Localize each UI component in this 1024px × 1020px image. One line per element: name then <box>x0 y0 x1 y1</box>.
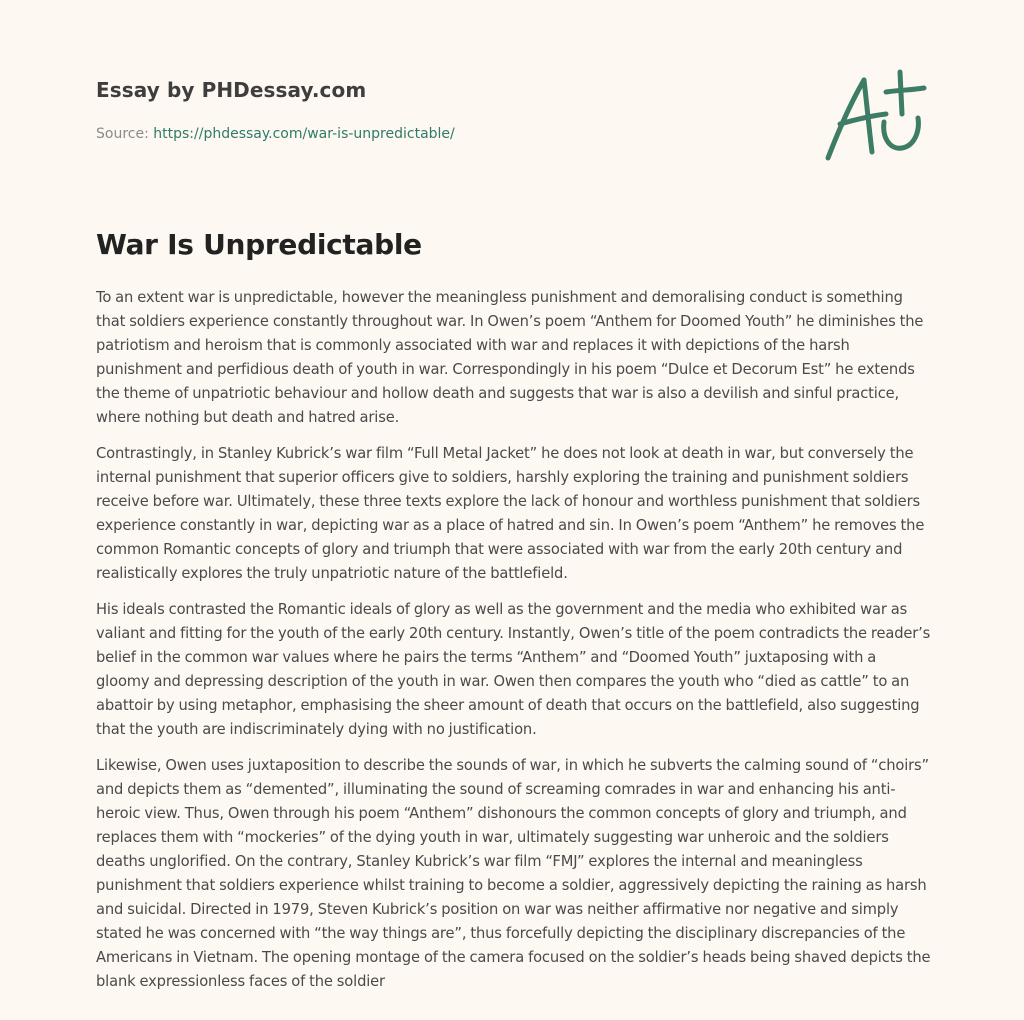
a-plus-grade-icon <box>820 66 930 166</box>
essay-paragraph: His ideals contrasted the Romantic ideals of glory as well as the government and the media who exhibited war as valiant and fitting for the youth of the early 20th century. Instantly, Owen’s title of the poem contradicts the reader’s belief in the common war values where he pairs the terms “Anthem” and “Doomed Youth” juxtaposing with a gloomy and depressing description of the youth in war. Owen then compares the youth who “died as cattle” to an abattoir by using metaphor, emphasising the sheer amount of death that occurs on the battlefield, also suggesting that the youth are indiscriminately dying with no justification. <box>96 601 931 738</box>
essay-paragraph: To an extent war is unpredictable, however the meaningless punishment and demoralising conduct is something that soldiers experience constantly throughout war. In Owen’s poem “Anthem for Doomed Youth” he diminishes the patriotism and heroism that is commonly associated with war and replaces it with depictions of the harsh punishment and perfidious death of youth in war. Correspondingly in his poem “Dulce et Decorum Est” he extends the theme of unpatriotic behaviour and hollow death and suggests that war is also a devilish and sinful practice, where nothing but death and hatred arise. <box>96 289 924 426</box>
essay-body <box>96 286 932 1006</box>
source-label: Source: <box>96 126 154 142</box>
site-brand: Essay by PHDessay.com <box>96 78 367 102</box>
essay-paragraph: Likewise, Owen uses juxtaposition to describe the sounds of war, in which he subverts the calming sound of “choirs” and depicts them as “demented”, illuminating the sound of screaming comrades in war and enhancing his anti-heroic view. Thus, Owen through his poem “Anthem” dishonours the common concepts of glory and triumph, and replaces them with “mockeries” of the dying youth in war, ultimately suggesting war unheroic and the soldiers deaths unglorified. On the contrary, Stanley Kubrick’s war film “FMJ” explores the internal and meaningless punishment that soldiers experience whilst training to become a soldier, aggressively depicting the raining as harsh and suicidal. Directed in 1979, Steven Kubrick’s position on war was neither affirmative nor negative and simply stated he was concerned with “the way things are”, thus forcefully depicting the disciplinary discrepancies of the Americans in Vietnam. The opening montage of the camera focused on the soldier’s heads being shaved depicts the blank expressionless faces of the soldier <box>96 757 931 990</box>
source-line <box>96 124 796 144</box>
essay-header <box>96 76 796 144</box>
essay-title: War Is Unpredictable <box>96 228 422 261</box>
essay-paragraph: Contrastingly, in Stanley Kubrick’s war film “Full Metal Jacket” he does not look at death in war, but conversely the internal punishment that superior officers give to soldiers, harshly exploring the training and punishment soldiers receive before war. Ultimately, these three texts explore the lack of honour and worthless punishment that soldiers experience constantly in war, depicting war as a place of hatred and sin. In Owen’s poem “Anthem” he removes the common Romantic concepts of glory and triumph that were associated with war from the early 20th century and realistically explores the truly unpatriotic nature of the battlefield. <box>96 445 925 582</box>
source-link[interactable]: https://phdessay.com/war-is-unpredictable/ <box>153 126 455 142</box>
